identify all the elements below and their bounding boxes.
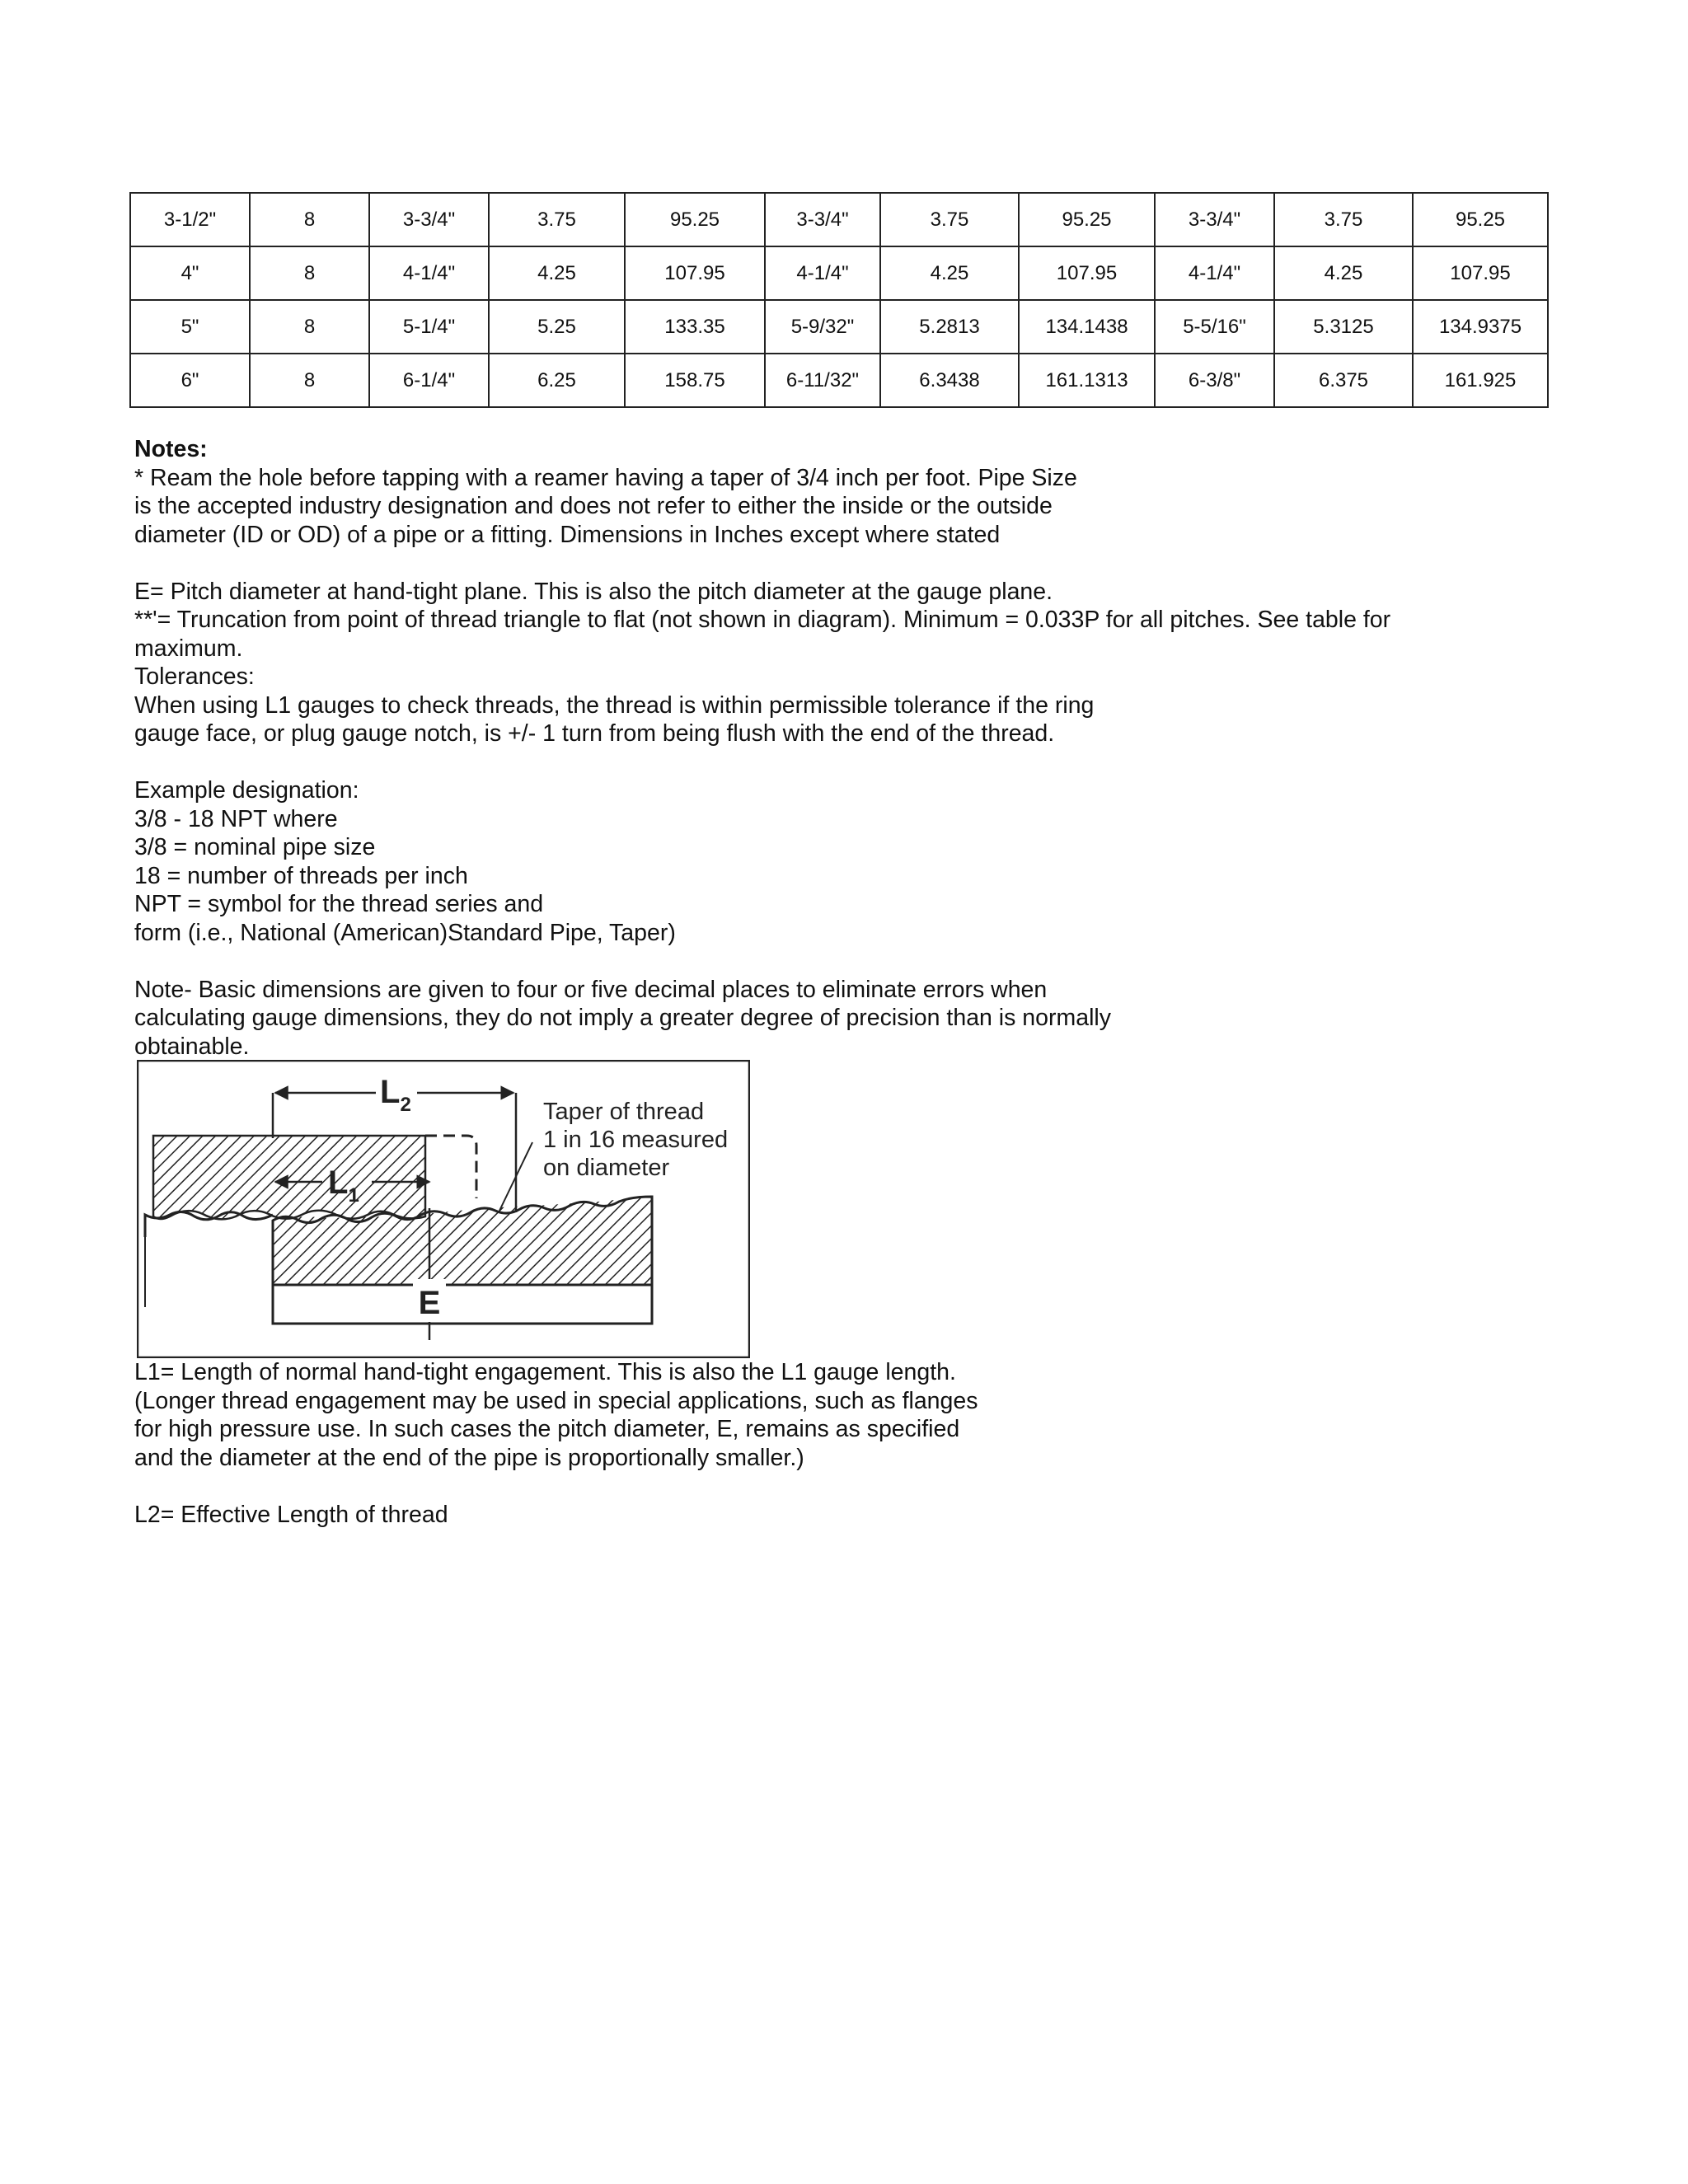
note-line: E= Pitch diameter at hand-tight plane. This is also the pitch diameter at the gauge plane. bbox=[134, 578, 1053, 605]
table-cell: 4.25 bbox=[489, 246, 625, 300]
notes-lines bbox=[134, 464, 1536, 1062]
note-line: When using L1 gauges to check threads, the thread is within permissible tolerance if the ring bbox=[134, 691, 1095, 719]
note-line: is the accepted industry designation and does not refer to either the inside or the outside bbox=[134, 493, 1053, 519]
notes-heading: Notes: bbox=[134, 436, 208, 462]
note-line: * Ream the hole before tapping with a reamer having a taper of 3/4 inch per foot. Pipe Size bbox=[134, 464, 1077, 491]
table-cell: 8 bbox=[250, 193, 369, 246]
table-cell: 5-9/32" bbox=[765, 300, 880, 354]
table-row bbox=[130, 246, 1548, 300]
table-cell: 6.3438 bbox=[880, 354, 1019, 407]
table-cell: 4.25 bbox=[880, 246, 1019, 300]
definition-line: L1= Length of normal hand-tight engagement. This is also the L1 gauge length. bbox=[134, 1359, 956, 1385]
table-cell: 158.75 bbox=[625, 354, 765, 407]
thread-dimensions-table bbox=[129, 192, 1549, 408]
table-cell: 3-3/4" bbox=[369, 193, 489, 246]
table-cell: 4.25 bbox=[1274, 246, 1413, 300]
note-line: Tolerances: bbox=[134, 663, 255, 690]
fitting-section bbox=[153, 1136, 425, 1219]
definition-line: and the diameter at the end of the pipe is proportionally smaller.) bbox=[134, 1444, 804, 1471]
table-cell: 3-3/4" bbox=[765, 193, 880, 246]
table-cell: 134.9375 bbox=[1413, 300, 1548, 354]
note-line: NPT = symbol for the thread series and bbox=[134, 891, 544, 917]
table-cell: 161.925 bbox=[1413, 354, 1548, 407]
table-cell: 4-1/4" bbox=[369, 246, 489, 300]
table-cell: 95.25 bbox=[625, 193, 765, 246]
e-label: E bbox=[418, 1285, 441, 1321]
note-line: obtainable. bbox=[134, 1033, 250, 1060]
table-cell: 161.1313 bbox=[1019, 354, 1155, 407]
table-cell: 95.25 bbox=[1019, 193, 1155, 246]
table-cell: 107.95 bbox=[625, 246, 765, 300]
note-line: **'= Truncation from point of thread triangle to flat (not shown in diagram). Minimum = 0.033P for all pitches. See table for bbox=[134, 607, 1391, 633]
table-cell: 4-1/4" bbox=[1155, 246, 1274, 300]
note-line: 3/8 - 18 NPT where bbox=[134, 805, 338, 832]
table-cell: 5-5/16" bbox=[1155, 300, 1274, 354]
l1-label: $L_1$ bbox=[328, 1165, 359, 1207]
table-cell: 6.25 bbox=[489, 354, 625, 407]
table-cell: 4" bbox=[130, 246, 250, 300]
table-cell: 4-1/4" bbox=[765, 246, 880, 300]
table-cell: 3.75 bbox=[880, 193, 1019, 246]
table-cell: 5" bbox=[130, 300, 250, 354]
table-cell: 8 bbox=[250, 354, 369, 407]
definition-line: (Longer thread engagement may be used in special applications, such as flanges bbox=[134, 1387, 978, 1414]
table-cell: 3.75 bbox=[1274, 193, 1413, 246]
note-line: 3/8 = nominal pipe size bbox=[134, 834, 376, 860]
table-cell: 5.3125 bbox=[1274, 300, 1413, 354]
table-cell: 6" bbox=[130, 354, 250, 407]
taper-text-line3: on diameter bbox=[543, 1155, 670, 1181]
l2-label: $L_2$ bbox=[380, 1074, 411, 1116]
table-cell: 107.95 bbox=[1019, 246, 1155, 300]
spacer bbox=[134, 549, 1536, 578]
spacer bbox=[134, 1472, 1206, 1501]
table-row bbox=[130, 193, 1548, 246]
table-cell: 3-3/4" bbox=[1155, 193, 1274, 246]
table-cell: 133.35 bbox=[625, 300, 765, 354]
table-body bbox=[130, 193, 1548, 407]
table-cell: 8 bbox=[250, 300, 369, 354]
table-cell: 5.25 bbox=[489, 300, 625, 354]
table-cell: 6-1/4" bbox=[369, 354, 489, 407]
note-line: Example designation: bbox=[134, 777, 359, 804]
table-cell: 6.375 bbox=[1274, 354, 1413, 407]
table-cell: 6-11/32" bbox=[765, 354, 880, 407]
table-cell: 95.25 bbox=[1413, 193, 1548, 246]
table-row bbox=[130, 300, 1548, 354]
taper-text-line2: 1 in 16 measured bbox=[543, 1127, 729, 1153]
table-cell: 5-1/4" bbox=[369, 300, 489, 354]
note-line: calculating gauge dimensions, they do not imply a greater degree of precision than is normally bbox=[134, 1005, 1112, 1031]
note-line: Note- Basic dimensions are given to four or five decimal places to eliminate errors when bbox=[134, 976, 1048, 1003]
spacer bbox=[134, 748, 1536, 777]
definitions-section bbox=[134, 1358, 1206, 1529]
table-cell: 6-3/8" bbox=[1155, 354, 1274, 407]
spacer bbox=[134, 947, 1536, 976]
table-cell: 8 bbox=[250, 246, 369, 300]
notes-section bbox=[134, 435, 1536, 1061]
definition-line: L2= Effective Length of thread bbox=[134, 1501, 448, 1528]
table-cell: 107.95 bbox=[1413, 246, 1548, 300]
note-line: diameter (ID or OD) of a pipe or a fitting. Dimensions in Inches except where stated bbox=[134, 521, 1001, 548]
table-cell: 3-1/2" bbox=[130, 193, 250, 246]
definition-line: for high pressure use. In such cases the pitch diameter, E, remains as specified bbox=[134, 1416, 960, 1442]
npt-thread-diagram bbox=[137, 1060, 750, 1358]
note-line: gauge face, or plug gauge notch, is +/- 1 turn from being flush with the end of the thread. bbox=[134, 720, 1055, 747]
note-line: maximum. bbox=[134, 635, 243, 662]
note-line: form (i.e., National (American)Standard Pipe, Taper) bbox=[134, 919, 676, 946]
note-line: 18 = number of threads per inch bbox=[134, 862, 468, 889]
table-cell: 3.75 bbox=[489, 193, 625, 246]
table-cell: 134.1438 bbox=[1019, 300, 1155, 354]
table-cell: 5.2813 bbox=[880, 300, 1019, 354]
table-row bbox=[130, 354, 1548, 407]
taper-text-line1: Taper of thread bbox=[543, 1099, 705, 1125]
